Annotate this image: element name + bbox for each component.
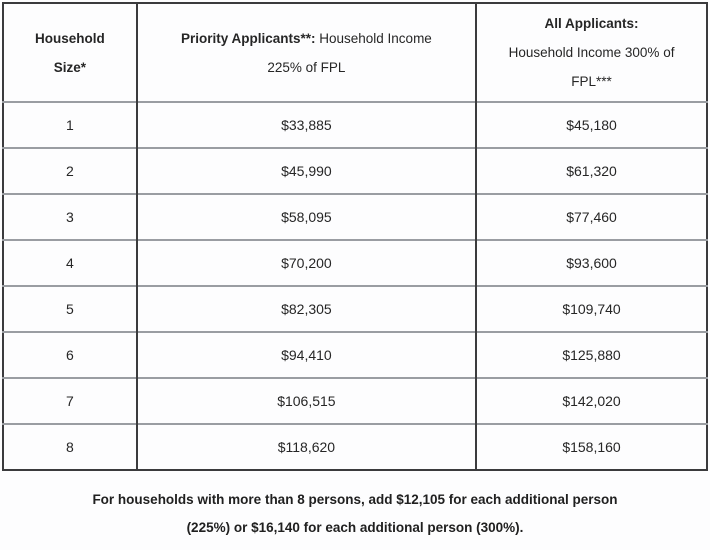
table-row xyxy=(3,148,707,194)
cell-size: 3 xyxy=(3,194,137,240)
cell-priority-income: $45,990 xyxy=(137,148,476,194)
header-all-line3: FPL*** xyxy=(571,74,612,89)
header-household-line1: Household xyxy=(35,30,105,46)
table-row xyxy=(3,194,707,240)
table-body xyxy=(3,102,707,470)
cell-all-income: $61,320 xyxy=(476,148,707,194)
table-row xyxy=(3,102,707,148)
header-all-line2: Household Income 300% of xyxy=(508,45,675,60)
cell-size: 6 xyxy=(3,332,137,378)
note-line2: (225%) or $16,140 for each additional person (300%). xyxy=(186,520,524,535)
header-priority-bold: Priority Applicants**: xyxy=(180,30,316,46)
cell-all-income: $109,740 xyxy=(476,286,707,332)
cell-priority-income: $82,305 xyxy=(137,286,476,332)
note-line1: For households with more than 8 persons, add $12,105 for each additional person xyxy=(92,492,618,507)
header-all-applicants xyxy=(476,3,707,102)
header-priority-rest: Household Income xyxy=(315,30,432,46)
header-all-line1: All Applicants: xyxy=(544,16,639,31)
income-eligibility-table xyxy=(2,2,708,471)
table-row xyxy=(3,286,707,332)
header-priority-line1 xyxy=(146,24,467,53)
header-priority-applicants xyxy=(137,3,476,102)
table-header xyxy=(3,3,707,102)
cell-size: 5 xyxy=(3,286,137,332)
cell-size: 2 xyxy=(3,148,137,194)
cell-size: 1 xyxy=(3,102,137,148)
cell-size: 4 xyxy=(3,240,137,286)
table-row xyxy=(3,332,707,378)
cell-all-income: $125,880 xyxy=(476,332,707,378)
cell-all-income: $45,180 xyxy=(476,102,707,148)
header-household-size xyxy=(3,3,137,102)
table-row xyxy=(3,378,707,424)
cell-all-income: $142,020 xyxy=(476,378,707,424)
cell-all-income: $77,460 xyxy=(476,194,707,240)
table-row xyxy=(3,240,707,286)
cell-size: 7 xyxy=(3,378,137,424)
cell-priority-income: $58,095 xyxy=(137,194,476,240)
cell-all-income: $93,600 xyxy=(476,240,707,286)
cell-priority-income: $70,200 xyxy=(137,240,476,286)
cell-priority-income: $33,885 xyxy=(137,102,476,148)
cell-size: 8 xyxy=(3,424,137,470)
additional-person-note xyxy=(2,486,708,542)
header-row xyxy=(3,3,707,102)
table-row xyxy=(3,424,707,470)
cell-priority-income: $94,410 xyxy=(137,332,476,378)
cell-priority-income: $118,620 xyxy=(137,424,476,470)
cell-all-income: $158,160 xyxy=(476,424,707,470)
header-household-line2: Size* xyxy=(53,59,87,75)
header-priority-line2: 225% of FPL xyxy=(267,59,346,75)
cell-priority-income: $106,515 xyxy=(137,378,476,424)
